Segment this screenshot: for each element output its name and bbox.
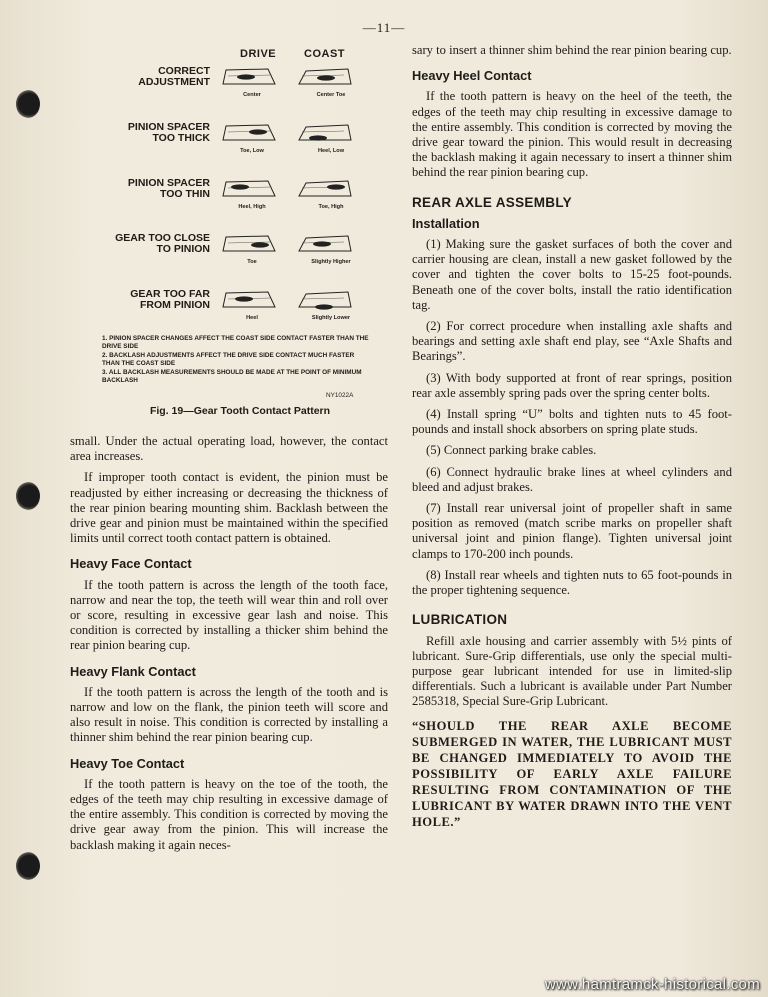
- figure-row-label: [80, 122, 210, 144]
- gear-tooth-icon: [222, 66, 278, 90]
- figure-row-label: [80, 66, 210, 88]
- drive-column-header: DRIVE: [240, 48, 277, 60]
- drive-pattern-label: Toe, Low: [240, 148, 264, 154]
- watermark: www.hamtramck-historical.com: [544, 976, 760, 993]
- binder-hole: [16, 90, 40, 118]
- paragraph: If the tooth pattern is heavy on the heel of the teeth, the edges of the teeth may chip resulting in excessive damage to the entire assembly. This condition is corrected by moving the drive gear toward the pinion. This would result in decreasing the backlash making it again necessary to insert a thinner shim behind the rear pinion bearing cup.: [412, 89, 732, 180]
- coast-pattern-label: Slightly Lower: [311, 315, 351, 321]
- step: (6) Connect hydraulic brake lines at wheel cylinders and bleed and adjust brakes.: [412, 464, 732, 494]
- figure-note: 3. ALL BACKLASH MEASUREMENTS SHOULD BE MADE AT THE POINT OF MINIMUM BACKLASH: [102, 369, 362, 384]
- paragraph: Refill axle housing and carrier assembly with 5½ pints of lubricant. Sure-Grip differentials, use only the special multi-purpose gear lubricant intended for use in limited-slip differentials. Such a lubricant is available under Part Number 2585318, Special Sure-Grip Lubricant.: [412, 633, 732, 709]
- row-label-line: ADJUSTMENT: [138, 76, 210, 88]
- gear-tooth-icon: [296, 66, 352, 90]
- heading-lubrication: LUBRICATION: [412, 612, 508, 628]
- gear-tooth-icon: [296, 122, 352, 146]
- heading-heavy-toe: Heavy Toe Contact: [70, 755, 185, 771]
- gear-tooth-icon: [222, 122, 278, 146]
- gear-tooth-icon: [296, 178, 352, 202]
- heading-installation: Installation: [412, 215, 480, 231]
- step: (2) For correct procedure when installing axle shafts and bearings and setting axle shaft end play, see “Axle Shafts and Bearings”.: [412, 319, 732, 364]
- heading-heavy-face: Heavy Face Contact: [70, 556, 192, 572]
- row-label-line: FROM PINION: [140, 299, 210, 311]
- coast-pattern-label: Center Toe: [316, 92, 346, 98]
- paragraph: If the tooth pattern is across the length of the tooth and is narrow and low on the flank, the pinion teeth will score and also result in noise. This condition is corrected by installing a thinner shim behind the rear pinion bearing cup.: [70, 684, 388, 745]
- left-column: [70, 434, 388, 859]
- step: (8) Install rear wheels and tighten nuts to 65 foot-pounds in the proper tightening sequence.: [412, 567, 732, 598]
- drive-pattern-label: Toe: [247, 259, 257, 265]
- figure-note: 2. BACKLASH ADJUSTMENTS AFFECT THE DRIVE SIDE CONTACT MUCH FASTER THAN THE COAST SIDE: [102, 352, 355, 367]
- gear-tooth-icon: [222, 233, 278, 257]
- row-label-line: PINION SPACER: [127, 177, 210, 189]
- row-label-line: TO PINION: [156, 243, 210, 255]
- gear-tooth-icon: [222, 289, 278, 313]
- gear-tooth-figure: [80, 42, 400, 422]
- figure-notes: [102, 335, 372, 387]
- drive-pattern-label: Heel: [246, 315, 258, 321]
- figure-row-label: [80, 289, 210, 311]
- paragraph: If improper tooth contact is evident, the pinion must be readjusted by either increasing or decreasing the thickness of the rear pinion bearing mounting shim. Backlash between the drive gear and pinion must be maintained within the specified limits until correct tooth contact pattern is obtained.: [70, 470, 388, 546]
- figure-caption: Fig. 19—Gear Tooth Contact Pattern: [149, 405, 331, 417]
- row-label-line: GEAR TOO CLOSE: [115, 232, 210, 244]
- right-column: [412, 43, 732, 830]
- drive-pattern-label: Heel, High: [238, 204, 266, 210]
- row-label-line: CORRECT: [158, 65, 210, 77]
- figure-row-label: [80, 233, 210, 255]
- step: (1) Making sure the gasket surfaces of both the cover and carrier housing are clean, install a new gasket followed by the cover and tighten the cover bolts to 15-25 foot-pounds. Beneath one of the cover bolts, install the ratio identification tag.: [412, 237, 732, 312]
- gear-tooth-icon: [296, 233, 352, 257]
- heading-heavy-flank: Heavy Flank Contact: [70, 663, 196, 679]
- figure-id: NY1022A: [326, 392, 354, 399]
- row-label-line: GEAR TOO FAR: [130, 288, 210, 300]
- row-label-line: PINION SPACER: [127, 121, 210, 133]
- gear-tooth-icon: [222, 178, 278, 202]
- paragraph: sary to insert a thinner shim behind the rear pinion bearing cup.: [412, 43, 732, 57]
- warning-text: “SHOULD THE REAR AXLE BECOME SUBMERGED IN WATER, THE LUBRICANT MUST BE CHANGED IMMEDIATELY TO AVOID THE POSSIBILITY OF EARLY AXLE FAILURE RESULTING FROM CONTAMINATION OF THE LUBRICANT BY WATER DRAWN INTO THE VENT HOLE.”: [412, 718, 732, 829]
- step: (7) Install rear universal joint of propeller shaft in same position as removed (match scribe marks on propeller shaft universal joint and pinion flange). Tighten universal joint clamps to 170-200 inch pounds.: [412, 501, 732, 561]
- binder-hole: [16, 482, 40, 510]
- coast-pattern-label: Toe, High: [318, 204, 344, 210]
- row-label-line: TOO THIN: [160, 188, 210, 200]
- heading-heavy-heel: Heavy Heel Contact: [412, 68, 532, 84]
- paragraph: small. Under the actual operating load, however, the contact area increases.: [70, 434, 388, 464]
- gear-tooth-icon: [296, 289, 352, 313]
- page-number: —11—: [362, 20, 406, 35]
- figure-note: 1. PINION SPACER CHANGES AFFECT THE COAST SIDE CONTACT FASTER THAN THE DRIVE SIDE: [102, 335, 369, 350]
- figure-row-label: [80, 178, 210, 200]
- paragraph: If the tooth pattern is across the length of the tooth face, narrow and near the top, the teeth will wear thin and roll over or score, resulting in excessive gear lash and noise. This condition is corrected by installing a thicker shim behind the rear pinion bearing cup.: [70, 577, 388, 653]
- binder-hole: [16, 852, 40, 880]
- coast-pattern-label: Heel, Low: [317, 148, 345, 154]
- step: (4) Install spring “U” bolts and tighten nuts to 45 foot-pounds and install shock absorbers on spring plate studs.: [412, 407, 732, 437]
- heading-rear-axle-assembly: REAR AXLE ASSEMBLY: [412, 194, 572, 210]
- coast-pattern-label: Slightly Higher: [311, 259, 351, 265]
- row-label-line: TOO THICK: [152, 132, 210, 144]
- step: (3) With body supported at front of rear springs, position rear axle assembly spring pads over the spring center bolts.: [412, 370, 732, 400]
- paragraph: If the tooth pattern is heavy on the toe of the tooth, the edges of the teeth may chip resulting in excessive damage of the entire assembly. This condition is corrected by moving the drive gear away from the pinion. This will increase the backlash making it again neces-: [70, 776, 388, 852]
- drive-pattern-label: Center: [243, 92, 261, 98]
- coast-column-header: COAST: [304, 48, 345, 60]
- step: (5) Connect parking brake cables.: [426, 443, 597, 458]
